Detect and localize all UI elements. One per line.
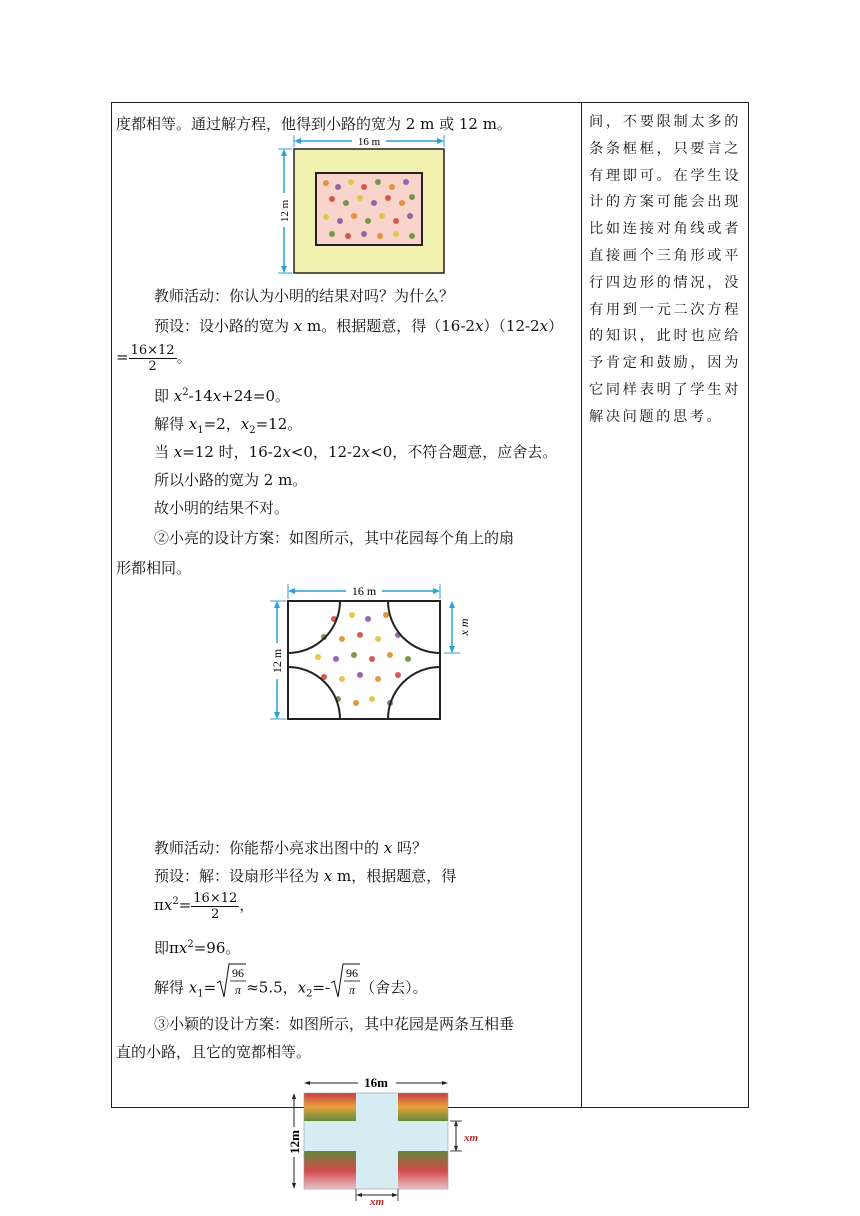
fraction: $\frac{16\times 12}{2}$ <box>130 342 175 374</box>
column-divider <box>581 103 582 1107</box>
text-line: 即$\pi x^2=96$。 <box>154 939 241 957</box>
square-root <box>330 963 360 1014</box>
square-root <box>216 963 246 1014</box>
text-line: ③小颖的设计方案：如图所示，其中花园是两条互相垂 <box>154 1015 515 1033</box>
fraction: $\frac{16\times 12}{2}$ <box>193 890 238 922</box>
figure-garden-path-frame <box>274 135 464 275</box>
fig2-width-label: 16 m <box>351 584 377 598</box>
main-column <box>112 103 581 1205</box>
equation-line: $\pi x^2=$ $\frac{16\times 12}{2}$ ， <box>154 890 255 922</box>
text-line: 解得 $x_1=2$，$x_2=12$。 <box>154 415 303 436</box>
right-note-column <box>589 109 741 431</box>
fig2-height-label: 12 m <box>270 648 284 674</box>
text-line: 所以小路的宽为 2 m。 <box>154 471 308 489</box>
figure-corner-sectors <box>264 579 474 725</box>
figure-cross-paths <box>280 1071 480 1205</box>
fig3-width-label: 16m <box>364 1075 388 1090</box>
fig1-height-label: 12 m <box>279 199 291 223</box>
text-line: ②小亮的设计方案：如图所示，其中花园每个角上的扇 <box>154 529 515 547</box>
text-line: 教师活动：你认为小明的结果对吗？为什么？ <box>154 287 455 305</box>
svg-text:π: π <box>235 983 242 997</box>
text-line: 故小明的结果不对。 <box>154 499 290 517</box>
text-line: 教师活动：你能帮小亮求出图中的 x 吗？ <box>154 839 428 857</box>
svg-text:π: π <box>349 983 356 997</box>
text-line: 度都相等。通过解方程，他得到小路的宽为 2 m 或 12 m。 <box>116 115 512 133</box>
right-note-text: 间，不要限制太多的条条框框，只要言之有理即可。在学生设计的方案可能会出现比如连接对角线或者直接画个三角形或平行四边形的情况，没有用到一元二次方程的知识，此时也应给予肯定和鼓励，因为它同样表明了学生对解决问题的思考。 <box>589 114 741 425</box>
fig3-side-label: xm <box>464 1132 479 1144</box>
svg-text:96: 96 <box>346 966 359 980</box>
text-line: 预设：设小路的宽为 x m。根据题意，得（16-2x）（12-2x） <box>154 317 564 335</box>
text-line: 即 $x^2-14x+24=0$。 <box>154 387 291 405</box>
text-line: 形都相同。 <box>116 559 192 577</box>
text-line: 预设：解：设扇形半径为 x m，根据题意，得 <box>154 867 457 885</box>
fig3-height-label: 12m <box>287 1130 302 1154</box>
fig1-width-label: 16 m <box>357 136 381 148</box>
text-line: 直的小路，且它的宽都相等。 <box>116 1043 312 1061</box>
equation-line: = $\frac{16\times 12}{2}$ 。 <box>116 342 192 374</box>
svg-text:96: 96 <box>232 966 245 980</box>
fig3-bottom-label: xm <box>369 1196 385 1205</box>
text-line: 当 x=12 时，16-2x<0，12-2x<0，不符合题意，应舍去。 <box>154 443 558 461</box>
fig2-side-label: x m <box>457 618 471 636</box>
equation-line: 解得 $x_1=$ 96 π ≈5.5，$x_2=-$ 96 π （舍去）。 <box>154 963 428 1014</box>
lesson-table <box>111 102 749 1205</box>
